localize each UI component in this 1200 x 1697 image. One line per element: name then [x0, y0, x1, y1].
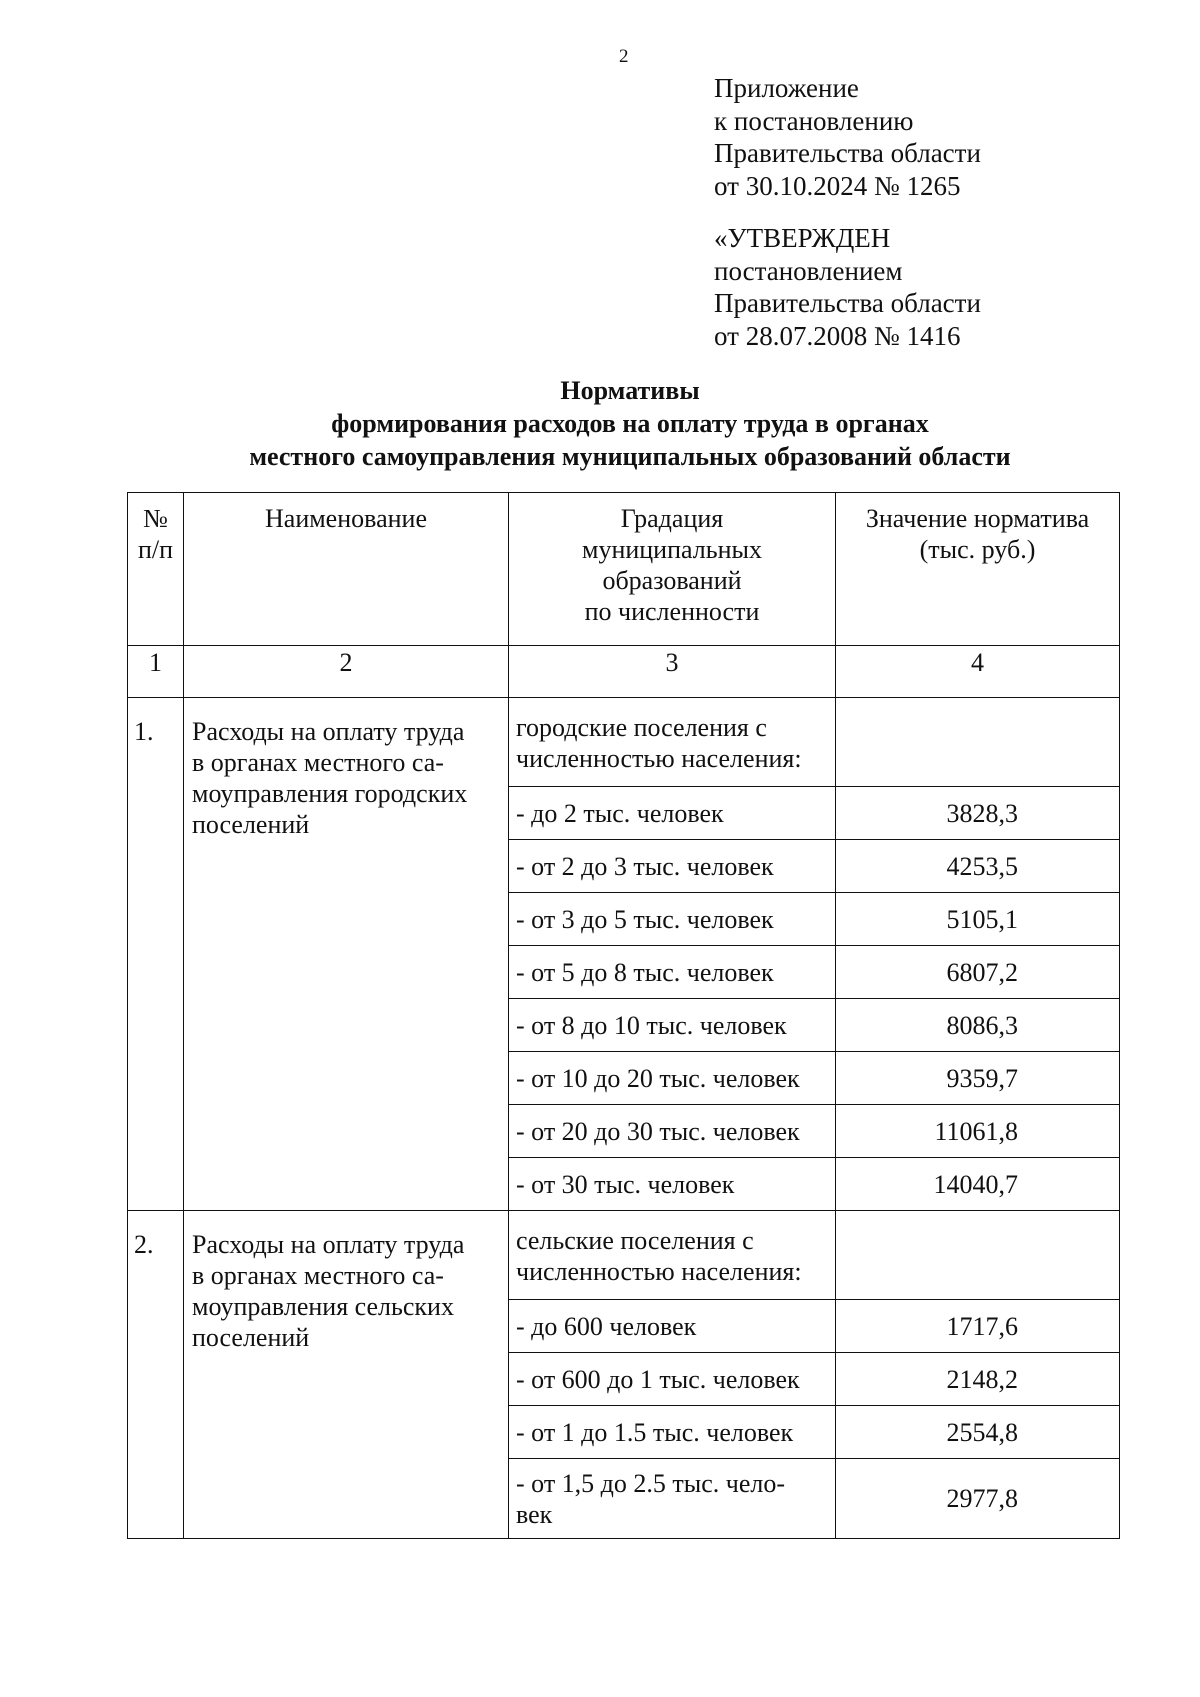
section-number: 1.: [128, 698, 184, 1211]
approval-block: [714, 222, 981, 352]
approval-line: Правительства области: [714, 288, 981, 318]
section-name: Расходы на оплату труда в органах местного са- моуправления сельских поселений: [184, 1211, 509, 1539]
table-row: [128, 698, 1120, 787]
population-category: - от 10 до 20 тыс. человек: [509, 1052, 836, 1105]
attachment-line: от 30.10.2024 № 1265: [714, 170, 961, 201]
column-number: 4: [836, 646, 1120, 698]
population-category: - от 3 до 5 тыс. человек: [509, 893, 836, 946]
group-value-empty: [836, 1211, 1120, 1300]
population-category: - от 2 до 3 тыс. человек: [509, 840, 836, 893]
norm-value: 8086,3: [836, 999, 1120, 1052]
population-category: - от 20 до 30 тыс. человек: [509, 1105, 836, 1158]
norm-value: 4253,5: [836, 840, 1120, 893]
attachment-line: Правительства области: [714, 138, 981, 168]
norms-table: [127, 492, 1120, 1539]
approval-line: постановлением: [714, 255, 903, 286]
table-header-row: [128, 493, 1120, 646]
norm-value: 14040,7: [836, 1158, 1120, 1211]
norm-value: 2148,2: [836, 1353, 1120, 1406]
section-name: Расходы на оплату труда в органах местного са- моуправления городских поселений: [184, 698, 509, 1211]
page-number: 2: [619, 46, 629, 67]
column-number: 2: [184, 646, 509, 698]
population-category: - от 30 тыс. человек: [509, 1158, 836, 1211]
group-label: сельские поселения с численностью населения:: [509, 1211, 836, 1300]
population-category: - от 8 до 10 тыс. человек: [509, 999, 836, 1052]
norm-value: 1717,6: [836, 1300, 1120, 1353]
norm-value: 6807,2: [836, 946, 1120, 999]
header-num: № п/п: [128, 493, 184, 646]
norm-value: 2977,8: [836, 1459, 1120, 1539]
header-value: Значение норматива (тыс. руб.): [836, 493, 1120, 646]
population-category: - от 1,5 до 2.5 тыс. чело- век: [509, 1459, 836, 1539]
approval-line: от 28.07.2008 № 1416: [714, 320, 961, 351]
norm-value: 5105,1: [836, 893, 1120, 946]
section-number: 2.: [128, 1211, 184, 1539]
document-title: [180, 374, 1080, 473]
population-category: - до 2 тыс. человек: [509, 787, 836, 840]
approval-line: «УТВЕРЖДЕН: [714, 223, 891, 253]
population-category: - от 600 до 1 тыс. человек: [509, 1353, 836, 1406]
column-number-row: [128, 646, 1120, 698]
norm-value: 11061,8: [836, 1105, 1120, 1158]
table-row: [128, 1211, 1120, 1300]
attachment-line: к постановлению: [714, 105, 914, 136]
norm-value: 3828,3: [836, 787, 1120, 840]
population-category: - от 5 до 8 тыс. человек: [509, 946, 836, 999]
title-line: местного самоуправления муниципальных образований области: [249, 442, 1011, 471]
header-gradation: Градация муниципальных образований по численности: [509, 493, 836, 646]
column-number: 3: [509, 646, 836, 698]
norm-value: 9359,7: [836, 1052, 1120, 1105]
title-line: формирования расходов на оплату труда в органах: [331, 409, 929, 438]
title-line: Нормативы: [560, 376, 700, 405]
attachment-block: [714, 72, 981, 202]
column-number: 1: [128, 646, 184, 698]
population-category: - от 1 до 1.5 тыс. человек: [509, 1406, 836, 1459]
group-label: городские поселения с численностью населения:: [509, 698, 836, 787]
group-value-empty: [836, 698, 1120, 787]
header-name: Наименование: [184, 493, 509, 646]
attachment-line: Приложение: [714, 73, 859, 103]
population-category: - до 600 человек: [509, 1300, 836, 1353]
norm-value: 2554,8: [836, 1406, 1120, 1459]
